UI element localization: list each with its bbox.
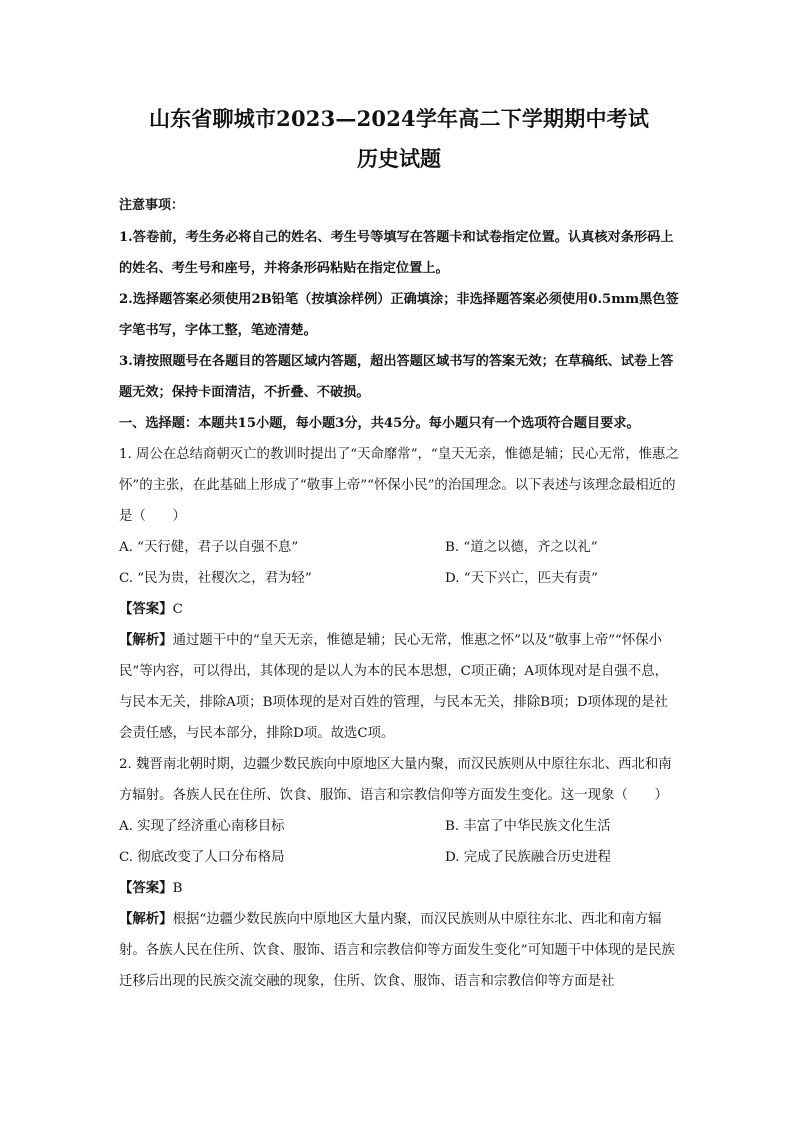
note-item-2: 2.选择题答案必须使用2B铅笔（按填涂样例）正确填涂；非选择题答案必须使用0.5mm黑色签字笔书写，字体工整，笔迹清楚。 xyxy=(119,292,679,338)
question-1-option-b: B. “道之以德，齐之以礼” xyxy=(445,540,598,555)
answer-value: C xyxy=(172,602,183,617)
question-1-options-row-2 xyxy=(119,563,679,594)
question-2-analysis xyxy=(119,904,679,997)
question-1-answer xyxy=(119,594,679,625)
question-2-options-row-1 xyxy=(119,811,679,842)
note-item-3: 3.请按照题号在各题目的答题区域内答题，超出答题区域书写的答案无效；在草稿纸、试卷上答题无效；保持卡面清洁，不折叠、不破损。 xyxy=(119,354,674,400)
question-2-option-d: D. 完成了民族融合历史进程 xyxy=(445,850,612,865)
page-title: 山东省聊城市2023—2024学年高二下学期期中考试 xyxy=(148,106,650,131)
question-1-option-c: C. “民为贵，社稷次之，君为轻” xyxy=(119,571,312,586)
question-1-option-a: A. “天行健，君子以自强不息” xyxy=(119,540,299,555)
question-2-option-c: C. 彻底改变了人口分布格局 xyxy=(119,850,285,865)
analysis-text: 根据“边疆少数民族向中原地区大量内聚，而汉民族则从中原往东北、西北和南方辐射。各族人民在住所、饮食、服饰、语言和宗教信仰等方面发生变化”可知题干中体现的是民族迁移后出现的民族交流交融的现象，住所、饮食、服饰、语言和宗教信仰等方面是社 xyxy=(119,912,675,989)
analysis-tag: 【解析】 xyxy=(119,632,173,648)
question-2-options-row-2 xyxy=(119,842,679,873)
question-1-stem: 1. 周公在总结商朝灭亡的教训时提出了“天命靡常”，“皇天无亲，惟德是辅；民心无常，惟惠之怀”的主张，在此基础上形成了“敬事上帝”“怀保小民”的治国理念。以下表述与该理念最相近的是（ ） xyxy=(119,447,679,524)
notes-heading: 注意事项： xyxy=(119,198,185,213)
question-1-options-row-1 xyxy=(119,532,679,563)
answer-tag: 【答案】 xyxy=(119,601,173,617)
analysis-text: 通过题干中的“皇天无亲，惟德是辅；民心无常，惟惠之怀”以及“敬事上帝”“怀保小民”等内容，可以得出，其体现的是以人为本的民本思想，C项正确；A项体现对是自强不息，与民本无关，排除A项；B项体现的是对百姓的管理，与民本无关，排除B项；D项体现的是社会责任感，与民本部分，排除D项。故选C项。 xyxy=(119,633,668,741)
question-2-stem: 2. 魏晋南北朝时期，边疆少数民族向中原地区大量内聚，而汉民族则从中原往东北、西北和南方辐射。各族人民在住所、饮食、服饰、语言和宗教信仰等方面发生变化。这一现象（ ） xyxy=(119,757,672,803)
question-1-analysis xyxy=(119,625,679,749)
question-2-answer xyxy=(119,873,679,904)
document-content xyxy=(119,103,679,997)
section-heading: 一、选择题：本题共15小题，每小题3分，共45分。每小题只有一个选项符合题目要求。 xyxy=(119,416,640,431)
answer-value: B xyxy=(172,881,183,896)
question-2-option-b: B. 丰富了中华民族文化生活 xyxy=(445,819,611,834)
question-2-option-a: A. 实现了经济重心南移目标 xyxy=(119,819,285,834)
analysis-tag: 【解析】 xyxy=(119,911,173,927)
page-subtitle: 历史试题 xyxy=(357,146,441,171)
question-1-option-d: D. “天下兴亡，匹夫有责” xyxy=(445,571,598,586)
note-item-1: 1.答卷前，考生务必将自己的姓名、考生号等填写在答题卡和试卷指定位置。认真核对条形码上的姓名、考生号和座号，并将条形码粘贴在指定位置上。 xyxy=(119,230,674,276)
answer-tag: 【答案】 xyxy=(119,880,173,896)
